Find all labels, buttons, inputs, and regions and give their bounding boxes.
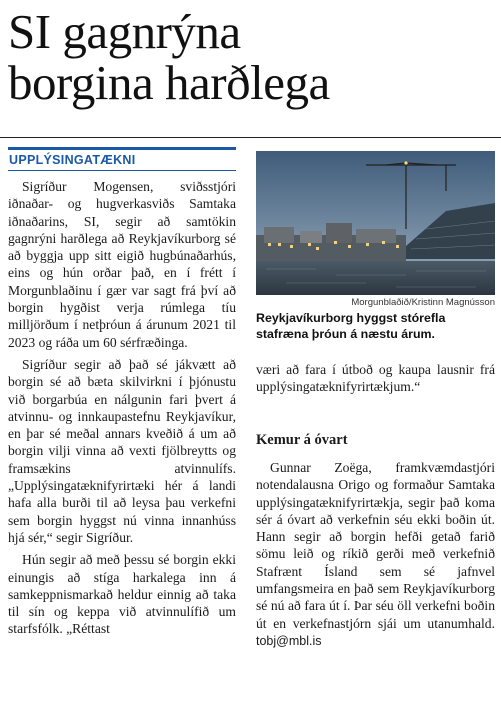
headline-line-1: SI gagnrýna [8,4,241,59]
photo-caption: Reykjavíkurborg hyggst stórefla stafræna þróun á næstu árum. [256,311,446,341]
body-column-2 [256,459,495,650]
paragraph-4 [256,459,495,650]
body-column-2-continuation [256,361,495,396]
body-column-1 [8,178,236,638]
article-photo [256,151,495,295]
section-kicker: UPPLÝSINGATÆKNI [8,147,236,171]
paragraph-2: Sigríður segir að það sé jákvætt að borgin sé að bæta skilvirkni í þjónustu við borgarbúa en nálgunin fari þvert á atvinnu- og innkaupastefnu Reykjavíkur, en þar sé meðal annars kveðið á um að borgin vilji vinna að vexti fjölbreytts og framsækins atvinnulífs. „Upplýsingatæknifyrirtæki hér á landi hafa alla burði til að leysa þau verkefni sem borgin hyggst nú vinna innanhúss hjá sér,“ segir Sigríður. [8,356,236,545]
paragraph-continuation: væri að fara í útboð og kaupa lausnir frá upplýsingatæknifyrirtækjum.“ [256,362,495,395]
paragraph-1: Sigríður Mogensen, sviðsstjóri iðnaðar- og hugverkasviðs Samtaka iðnaðarins, SI, segir að samtökin gagnrýni harðlega að Reykjavíkurborg sé að byggja upp sitt eigið hugbúnaðarhús, eins og hún orðar það, en í frétt í Morgunblaðinu í gær var sagt frá því að borgin hygðist verja rúmlega tíu milljörðum í netþróun á árunum 2021 til 2023 og ráða um 60 sérfræðinga. [8,179,236,350]
photo-credit: Morgunblaðið/Kristinn Magnússon [351,297,495,308]
top-divider [0,137,501,138]
city-harbor-illustration [256,151,495,295]
byline[interactable]: tobj@mbl.is [256,633,322,648]
headline-line-2: borgina harðlega [8,55,330,110]
headline [8,6,494,108]
paragraph-4-text: Gunnar Zoëga, framkvæmdastjóri notendalausna Origo og formaður Samtaka upplýsingatæknifyrirtækja, segir það koma sér á óvart að verkefnin séu ekki boðin út. Hann segir að borgin hefði getað farið sömu leið og ríkið gerði með verkefnið Stafrænt Ísland sem sé jafnvel umfangsmeira en það sem Reykjavíkurborg sé nú að fara út í. Þar séu öll verkefni boðin út en verkefnastjórn sjái um utanumhald. [256,460,495,631]
subheading: Kemur á óvart [256,432,348,448]
paragraph-3: Hún segir að með þessu sé borgin ekki einungis að stíga harkalega inn á samkeppnismarkað heldur einnig að taka til sín og keppa við atvinnulífið um starfsfólk. „Réttast [8,552,236,637]
